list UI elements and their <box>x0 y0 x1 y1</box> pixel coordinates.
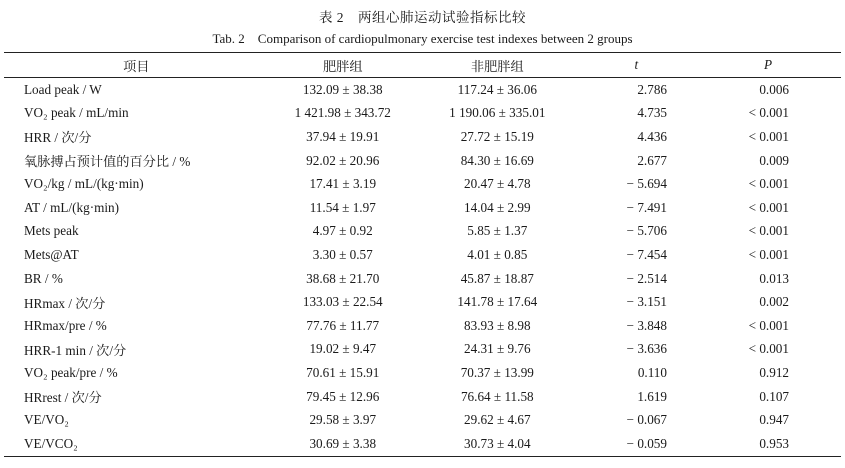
header-obese-group: 肥胖组 <box>269 53 417 78</box>
cell-obese: 1 421.98 ± 343.72 <box>294 105 391 121</box>
cell-item: VO₂ peak / mL/min <box>24 105 129 121</box>
cell-t: 4.735 <box>637 105 667 121</box>
table-row <box>4 78 841 102</box>
cell-p: 0.953 <box>695 432 841 456</box>
cell-item: Mets peak <box>24 223 79 239</box>
cell-non-obese: 141.78 ± 17.64 <box>457 294 538 310</box>
cell-item: HRmax/pre / % <box>24 317 107 333</box>
cell-t: 2.677 <box>637 152 667 168</box>
table-row <box>4 432 841 456</box>
cell-p: < 0.001 <box>748 317 789 333</box>
table-caption-cn: 表 2 两组心肺运动试验指标比较 <box>318 10 527 25</box>
cell-p: 0.006 <box>759 81 789 97</box>
table-row <box>4 220 841 244</box>
cell-item: 氧脉搏占预计值的百分比 / % <box>24 154 191 170</box>
cell-item: HRmax / 次/分 <box>24 295 106 311</box>
cell-item: HRrest / 次/分 <box>24 390 102 406</box>
cell-non-obese: 4.01 ± 0.85 <box>467 246 528 262</box>
cell-p: < 0.001 <box>748 199 789 215</box>
table-row <box>4 125 841 149</box>
cell-item: VO₂/kg / mL/(kg·min) <box>24 176 144 192</box>
cell-non-obese: 20.47 ± 4.78 <box>464 176 531 192</box>
cell-obese: 38.68 ± 21.70 <box>306 270 380 286</box>
cell-t: − 0.059 <box>578 432 695 456</box>
table-row <box>4 314 841 338</box>
cell-t: − 7.454 <box>626 246 667 262</box>
cell-non-obese: 14.04 ± 2.99 <box>464 199 531 215</box>
cell-item: Load peak / W <box>24 81 102 97</box>
cell-obese: 133.03 ± 22.54 <box>302 294 383 310</box>
header-t-value: t <box>578 53 695 78</box>
cell-item: AT / mL/(kg·min) <box>24 199 119 215</box>
table-row <box>4 102 841 126</box>
table-caption-en: Tab. 2 Comparison of cardiopulmonary exercise test indexes between 2 groups <box>212 31 633 46</box>
table-row <box>4 338 841 362</box>
cell-non-obese: 45.87 ± 18.87 <box>460 270 534 286</box>
cell-p: 0.002 <box>759 294 789 310</box>
cell-obese: 92.02 ± 20.96 <box>306 152 380 168</box>
cell-obese: 4.97 ± 0.92 <box>312 223 373 239</box>
cell-obese: 11.54 ± 1.97 <box>309 199 376 215</box>
cell-non-obese: 1 190.06 ± 335.01 <box>449 105 546 121</box>
cell-non-obese: 84.30 ± 16.69 <box>460 152 534 168</box>
table-row <box>4 149 841 173</box>
cell-obese: 30.69 ± 3.38 <box>269 432 417 456</box>
cell-p: 0.912 <box>759 364 789 380</box>
cell-non-obese: 83.93 ± 8.98 <box>464 317 531 333</box>
cell-p: 0.107 <box>759 388 789 404</box>
cell-p: < 0.001 <box>748 176 789 192</box>
table-row <box>4 267 841 291</box>
table-row <box>4 385 841 409</box>
cell-p: < 0.001 <box>748 223 789 239</box>
cell-t: − 5.706 <box>626 223 667 239</box>
cell-t: − 7.491 <box>626 199 667 215</box>
table-row <box>4 361 841 385</box>
cell-p: < 0.001 <box>748 246 789 262</box>
cell-p: 0.009 <box>759 152 789 168</box>
cell-non-obese: 76.64 ± 11.58 <box>460 388 534 404</box>
cell-item: HRR / 次/分 <box>24 130 92 146</box>
cell-obese: 77.76 ± 11.77 <box>306 317 380 333</box>
cell-non-obese: 5.85 ± 1.37 <box>467 223 528 239</box>
table-row <box>4 172 841 196</box>
table-row <box>4 290 841 314</box>
cell-item: Mets@AT <box>24 246 79 262</box>
cell-item: HRR-1 min / 次/分 <box>24 342 127 358</box>
cell-obese: 19.02 ± 9.47 <box>309 341 377 357</box>
comparison-table <box>4 52 841 457</box>
header-item: 项目 <box>4 53 269 78</box>
cell-item: VE/VO₂ <box>24 412 69 428</box>
cell-t: 2.786 <box>637 81 667 97</box>
cell-item: VE/VCO₂ <box>4 432 269 456</box>
cell-t: − 0.067 <box>626 412 667 428</box>
table-header-row <box>4 53 841 78</box>
cell-obese: 132.09 ± 38.38 <box>302 81 383 97</box>
cell-item: VO₂ peak/pre / % <box>24 364 118 380</box>
cell-non-obese: 117.24 ± 36.06 <box>457 81 537 97</box>
cell-p: < 0.001 <box>748 341 789 357</box>
cell-t: − 5.694 <box>626 176 667 192</box>
cell-p: 0.947 <box>759 412 789 428</box>
cell-t: − 3.636 <box>626 341 667 357</box>
cell-p: < 0.001 <box>748 105 789 121</box>
cell-obese: 29.58 ± 3.97 <box>309 412 377 428</box>
cell-obese: 79.45 ± 12.96 <box>306 388 380 404</box>
header-p-value: P <box>695 53 841 78</box>
cell-t: − 3.848 <box>626 317 667 333</box>
header-non-obese-group: 非肥胖组 <box>417 53 578 78</box>
cell-non-obese: 24.31 ± 9.76 <box>464 341 531 357</box>
cell-t: 1.619 <box>637 388 667 404</box>
cell-t: − 3.151 <box>626 294 667 310</box>
cell-non-obese: 30.73 ± 4.04 <box>417 432 578 456</box>
cell-t: 0.110 <box>637 364 667 380</box>
cell-t: 4.436 <box>637 128 667 144</box>
cell-p: < 0.001 <box>748 128 789 144</box>
table-body <box>4 78 841 457</box>
cell-non-obese: 27.72 ± 15.19 <box>460 128 534 144</box>
cell-non-obese: 29.62 ± 4.67 <box>464 412 531 428</box>
table-row <box>4 243 841 267</box>
cell-item: BR / % <box>24 270 63 286</box>
cell-obese: 3.30 ± 0.57 <box>312 246 373 262</box>
cell-obese: 17.41 ± 3.19 <box>309 176 377 192</box>
table-row <box>4 196 841 220</box>
cell-obese: 37.94 ± 19.91 <box>306 128 380 144</box>
cell-non-obese: 70.37 ± 13.99 <box>460 364 534 380</box>
cell-obese: 70.61 ± 15.91 <box>306 364 380 380</box>
cell-t: − 2.514 <box>626 270 667 286</box>
cell-p: 0.013 <box>759 270 789 286</box>
table-row <box>4 408 841 432</box>
